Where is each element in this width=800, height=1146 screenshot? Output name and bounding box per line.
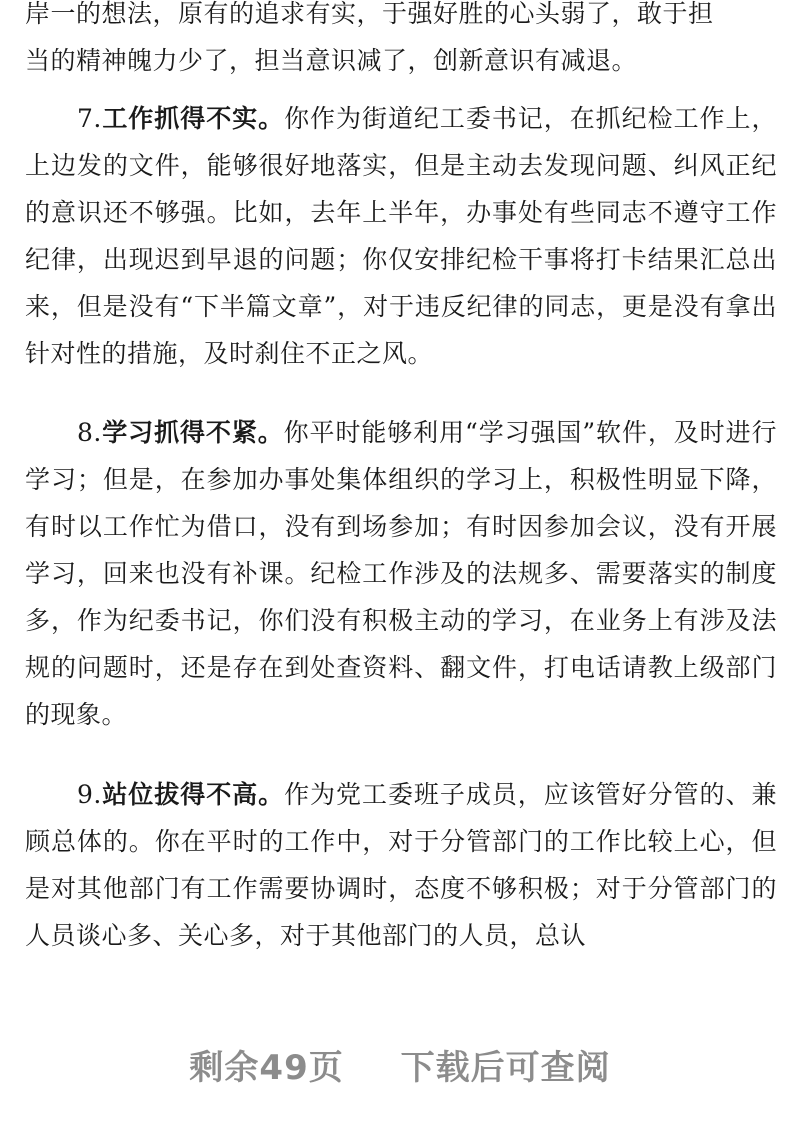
paragraph-number: 8. [77, 418, 102, 447]
paragraph-7 [25, 95, 777, 377]
paragraph-number: 7. [77, 104, 102, 133]
paragraph-body: 你作为街道纪工委书记，在抓纪检工作上，上边发的文件，能够很好地落实，但是主动去发现问题、纠风正纪的意识还不够强。比如，去年上半年，办事处有些同志不遵守工作纪律，出现迟到早退的问题；你仅安排纪检干事将打卡结果汇总出来，但是没有“下半篇文章”，对于违反纪律的同志，更是没有拿出针对性的措施，及时刹住不正之风。 [25, 104, 777, 368]
paragraph-body: 你平时能够利用“学习强国”软件，及时进行学习；但是，在参加办事处集体组织的学习上，积极性明显下降，有时以工作忙为借口，没有到场参加；有时因参加会议，没有开展学习，回来也没有补课。纪检工作涉及的法规多、需要落实的制度多，作为纪委书记，你们没有积极主动的学习，在业务上有涉及法规的问题时，还是存在到处查资料、翻文件，打电话请教上级部门的现象。 [25, 418, 777, 729]
paragraph-body: 作为党工委班子成员，应该管好分管的、兼顾总体的。你在平时的工作中，对于分管部门的工作比较上心，但是对其他部门有工作需要协调时，态度不够积极；对于分管部门的人员谈心多、关心多，对于其他部门的人员，总认 [25, 780, 777, 950]
paragraph-heading: 站位拔得不高。 [101, 780, 285, 809]
previous-paragraph-fragment [25, 0, 777, 75]
remaining-pages-label: 剩余49页 [189, 1048, 344, 1088]
download-prompt-label[interactable]: 下载后可查阅 [400, 1048, 611, 1088]
paragraph-9 [25, 771, 777, 959]
fragment-line-cut: 岸一的想法，原有的追求有实，于强好胜的心头弱了，敢于担 [25, 0, 714, 28]
fragment-line: 当的精神魄力少了，担当意识减了，创新意识有减退。 [25, 46, 638, 75]
paragraph-number: 9. [77, 780, 102, 809]
paragraph-8 [25, 409, 777, 738]
paragraph-heading: 工作抓得不实。 [101, 104, 285, 133]
download-banner[interactable] [0, 1040, 800, 1089]
paragraph-heading: 学习抓得不紧。 [101, 418, 284, 447]
